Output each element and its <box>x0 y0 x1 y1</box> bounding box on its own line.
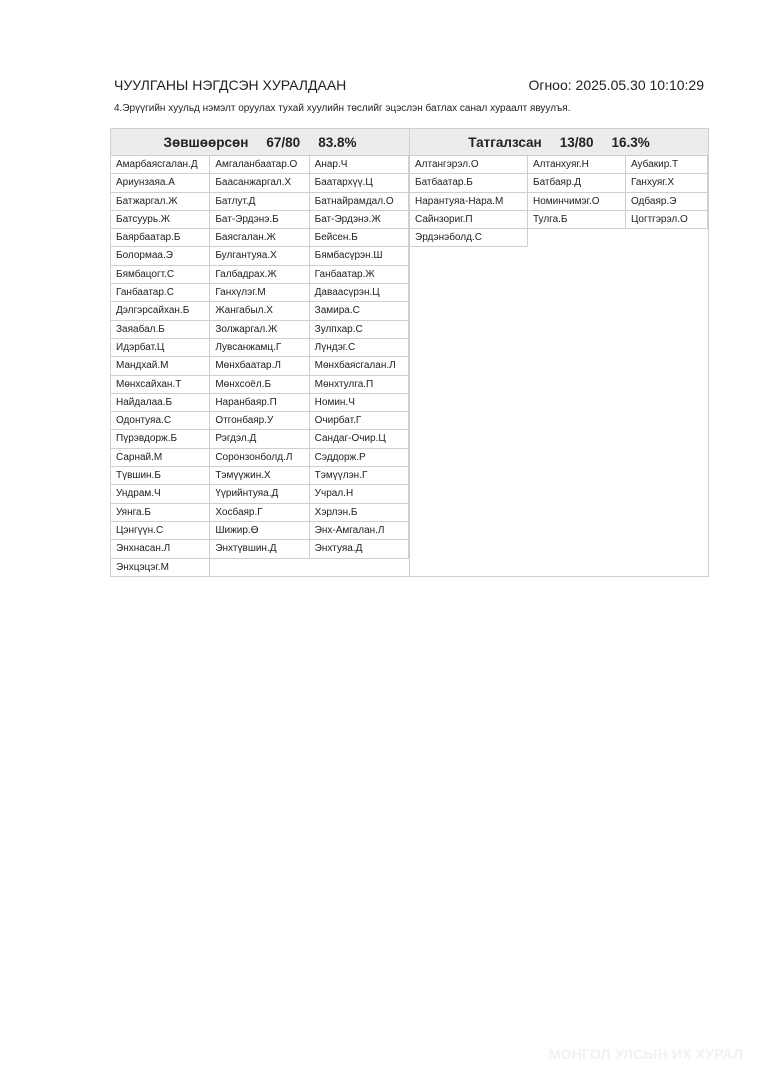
watermark: МОНГОЛ УЛСЫН ИХ ХУРАЛ <box>548 1046 743 1062</box>
approved-name-cell: Ариунзаяа.А <box>111 174 210 192</box>
session-title: ЧУУЛГАНЫ НЭГДСЭН ХУРАЛДААН <box>114 77 347 93</box>
approved-name-cell: Золжаргал.Ж <box>210 321 309 339</box>
approved-name-cell: Ганбаатар.С <box>111 284 210 302</box>
approved-name-cell: Зулпхар.С <box>310 321 409 339</box>
approved-name-cell: Бямбацогт.С <box>111 266 210 284</box>
approved-name-cell: Анар.Ч <box>310 156 409 174</box>
approved-name-cell: Очирбат.Г <box>310 412 409 430</box>
rejected-count: 13/80 <box>559 134 594 150</box>
approved-name-cell: Энхтуяа.Д <box>310 540 409 558</box>
rejected-name-cell: Сайнзориг.П <box>410 211 528 229</box>
approved-name-cell: Мөнхсоёл.Б <box>210 376 309 394</box>
approved-header <box>111 129 409 156</box>
rejected-name-cell: Номинчимэг.О <box>528 193 626 211</box>
approved-name-cell: Ганбаатар.Ж <box>310 266 409 284</box>
approved-percent: 83.8% <box>318 134 357 150</box>
approved-name-cell: Хосбаяр.Г <box>210 504 309 522</box>
approved-name-cell: Наранбаяр.П <box>210 394 309 412</box>
approved-name-cell: Баатархүү.Ц <box>310 174 409 192</box>
rejected-name-cell: Одбаяр.Э <box>626 193 708 211</box>
approved-names-table <box>111 156 409 577</box>
approved-name-cell: Одонтуяа.С <box>111 412 210 430</box>
approved-name-cell: Тэмүүлэн.Г <box>310 467 409 485</box>
vote-date: Огноо: 2025.05.30 10:10:29 <box>528 77 704 93</box>
approved-name-cell: Лүндэг.С <box>310 339 409 357</box>
approved-name-cell: Шижир.Ө <box>210 522 309 540</box>
approved-name-cell: Мөнхтулга.П <box>310 376 409 394</box>
approved-name-cell: Сарнай.М <box>111 449 210 467</box>
rejected-name-cell: Ганхуяг.Х <box>626 174 708 192</box>
approved-name-cell: Энхтүвшин.Д <box>210 540 309 558</box>
approved-name-cell: Үүрийнтуяа.Д <box>210 485 309 503</box>
approved-name-cell: Баасанжаргал.Х <box>210 174 309 192</box>
rejected-label: Татгалзсан <box>468 134 542 150</box>
approved-name-cell: Бейсен.Б <box>310 229 409 247</box>
approved-name-cell: Галбадрах.Ж <box>210 266 309 284</box>
rejected-header <box>410 129 708 156</box>
approved-name-cell: Бат-Эрдэнэ.Б <box>210 211 309 229</box>
approved-name-cell: Ундрам.Ч <box>111 485 210 503</box>
vote-subject: 4.Эрүүгийн хуульд нэмэлт оруулах тухай хуулийн төслийг эцэслэн батлах санал хураалт явуулъя. <box>114 103 571 114</box>
approved-name-cell: Мандхай.М <box>111 357 210 375</box>
rejected-names-table <box>410 156 708 247</box>
approved-name-cell: Болормаа.Э <box>111 247 210 265</box>
approved-name-cell: Ганхүлэг.М <box>210 284 309 302</box>
approved-label: Зөвшөөрсөн <box>163 134 249 150</box>
rejected-name-cell: Батбаяр.Д <box>528 174 626 192</box>
approved-name-cell: Мөнхбаясгалан.Л <box>310 357 409 375</box>
approved-name-cell: Энхнасан.Л <box>111 540 210 558</box>
approved-name-cell: Цэнгүүн.С <box>111 522 210 540</box>
approved-name-cell: Бямбасүрэн.Ш <box>310 247 409 265</box>
approved-name-cell: Энхцэцэг.М <box>111 559 210 577</box>
approved-name-cell: Бат-Эрдэнэ.Ж <box>310 211 409 229</box>
approved-name-cell: Отгонбаяр.У <box>210 412 309 430</box>
approved-name-cell: Амарбаясгалан.Д <box>111 156 210 174</box>
rejected-name-cell: Тулга.Б <box>528 211 626 229</box>
approved-name-cell: Түвшин.Б <box>111 467 210 485</box>
approved-panel <box>110 128 410 577</box>
approved-name-cell: Мөнхсайхан.Т <box>111 376 210 394</box>
rejected-name-cell: Алтангэрэл.О <box>410 156 528 174</box>
rejected-name-cell: Эрдэнэболд.С <box>410 229 528 247</box>
approved-name-cell: Сэддорж.Р <box>310 449 409 467</box>
rejected-name-cell: Батбаатар.Б <box>410 174 528 192</box>
approved-name-cell: Замира.С <box>310 302 409 320</box>
approved-name-cell: Номин.Ч <box>310 394 409 412</box>
approved-name-cell: Уянга.Б <box>111 504 210 522</box>
rejected-percent: 16.3% <box>611 134 650 150</box>
approved-name-cell: Тэмүүжин.Х <box>210 467 309 485</box>
approved-name-cell: Амгаланбаатар.О <box>210 156 309 174</box>
approved-name-cell: Лувсанжамц.Г <box>210 339 309 357</box>
approved-name-cell: Даваасүрэн.Ц <box>310 284 409 302</box>
approved-name-cell: Рэгдэл.Д <box>210 430 309 448</box>
approved-name-cell: Булгантуяа.Х <box>210 247 309 265</box>
approved-name-cell: Дэлгэрсайхан.Б <box>111 302 210 320</box>
approved-name-cell: Сандаг-Очир.Ц <box>310 430 409 448</box>
approved-name-cell: Батжаргал.Ж <box>111 193 210 211</box>
approved-name-cell: Батлут.Д <box>210 193 309 211</box>
rejected-panel <box>409 128 709 577</box>
approved-name-cell: Батсуурь.Ж <box>111 211 210 229</box>
approved-name-cell: Учрал.Н <box>310 485 409 503</box>
rejected-name-cell: Нарантуяа-Нара.М <box>410 193 528 211</box>
approved-name-cell: Хэрлэн.Б <box>310 504 409 522</box>
approved-name-cell: Заяабал.Б <box>111 321 210 339</box>
rejected-name-cell: Цогтгэрэл.О <box>626 211 708 229</box>
approved-count: 67/80 <box>266 134 301 150</box>
rejected-name-cell: Аубакир.Т <box>626 156 708 174</box>
approved-name-cell: Энх-Амгалан.Л <box>310 522 409 540</box>
approved-name-cell: Баясгалан.Ж <box>210 229 309 247</box>
approved-name-cell: Жангабыл.Х <box>210 302 309 320</box>
approved-name-cell: Баярбаатар.Б <box>111 229 210 247</box>
rejected-name-cell: Алтанхуяг.Н <box>528 156 626 174</box>
approved-name-cell: Пүрэвдорж.Б <box>111 430 210 448</box>
approved-name-cell: Идэрбат.Ц <box>111 339 210 357</box>
approved-name-cell: Батнайрамдал.О <box>310 193 409 211</box>
approved-name-cell: Соронзонболд.Л <box>210 449 309 467</box>
approved-name-cell: Найдалаа.Б <box>111 394 210 412</box>
approved-name-cell: Мөнхбаатар.Л <box>210 357 309 375</box>
